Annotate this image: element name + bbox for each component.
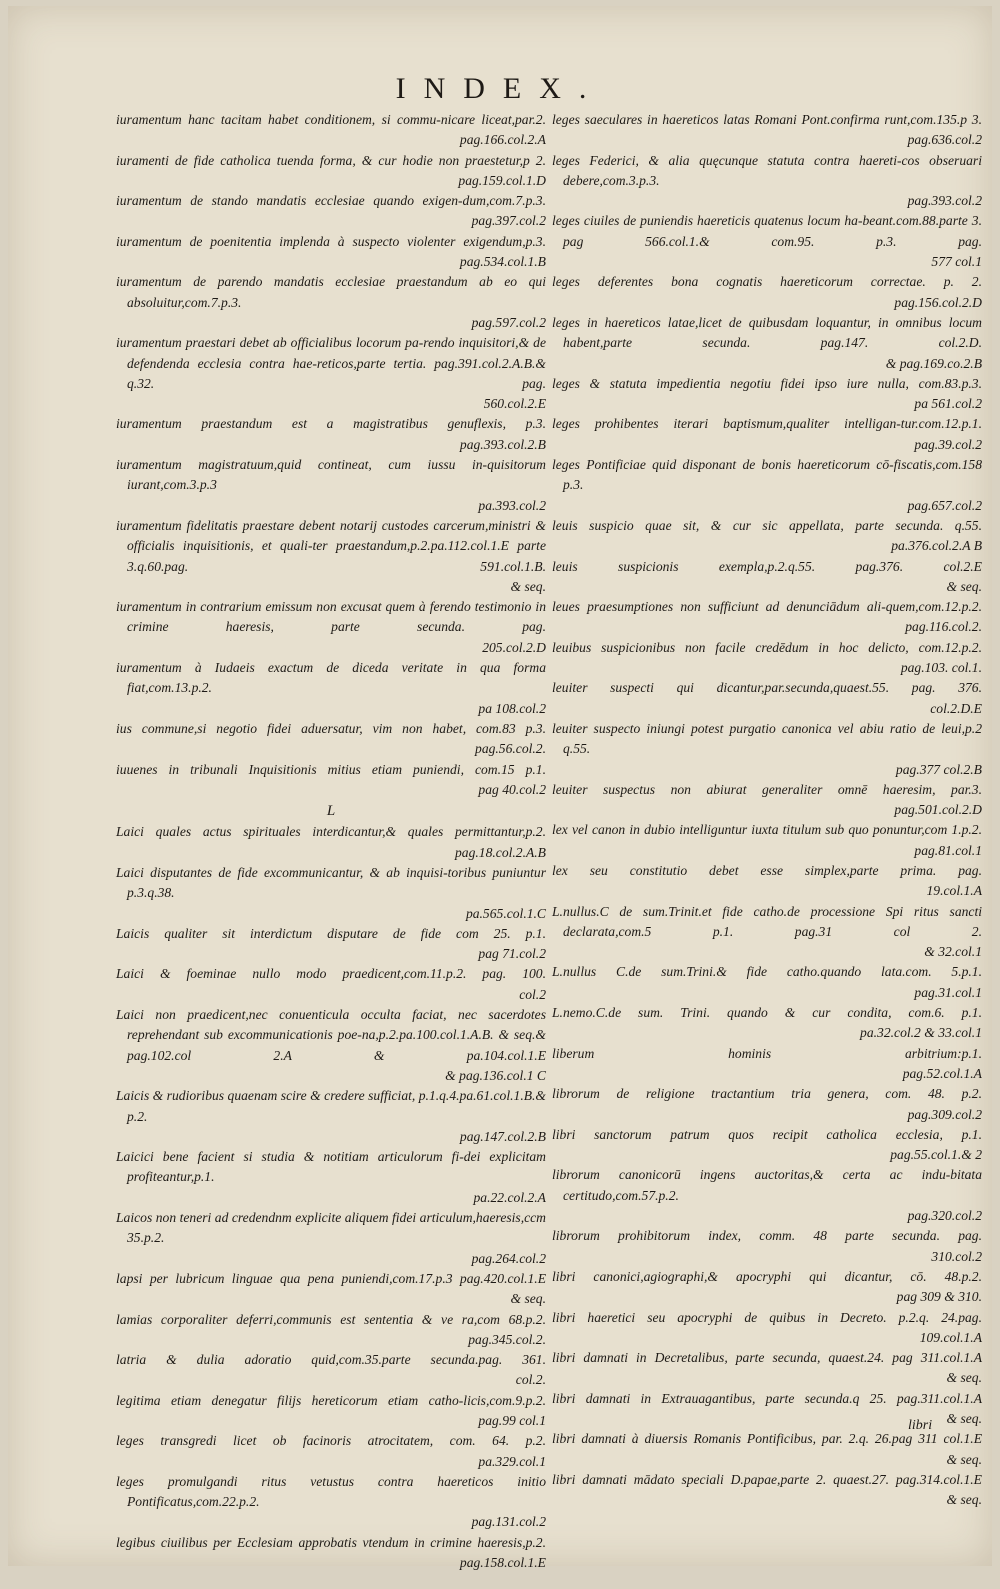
entry-text: Laici & foeminae nullo modo praedicent,com.11.p.2. pag. 100.: [116, 966, 546, 982]
index-entry: [116, 333, 546, 414]
entry-text: L.nullus.C de sum.Trinit.et fide catho.de processione Spi ritus sancti declarata,com.5 p.1. pag.31 col 2.: [552, 903, 982, 939]
entry-text: legitima etiam denegatur filijs hereticorum etiam catho-licis,com.9.p.2.: [116, 1392, 546, 1408]
entry-text: lex vel canon in dubio intelliguntur iuxta titulum sub quo ponuntur,com 1.p.2.: [552, 822, 982, 838]
entry-reference: 205.col.2.D: [482, 639, 546, 655]
index-entry: [552, 1267, 982, 1308]
entry-reference: pag.156.col.2.D: [894, 294, 982, 310]
entry-reference: pag.397.col.2: [471, 213, 546, 229]
entry-text: libri damnati mādato speciali D.papae,parte 2. quaest.27. pag.314.col.1.E: [552, 1471, 982, 1487]
entry-text: librorum canonicorū ingens auctoritas,& certa ac indu-bitata certitudo,com.57.p.2.: [552, 1167, 982, 1203]
entry-reference: pag 40.col.2: [478, 781, 546, 797]
entry-reference: col.2.: [515, 1372, 546, 1388]
entry-reference: pa 108.col.2: [478, 700, 546, 716]
entry-reference: 310.col.2: [931, 1248, 982, 1264]
index-entry: [116, 232, 546, 273]
section-letter: L: [326, 803, 336, 820]
entry-text: librorum prohibitorum index, comm. 48 parte secunda. pag.: [552, 1228, 982, 1244]
left-column: [116, 110, 546, 1573]
entry-text: leuibus suspicionibus non facile credēdum in hoc delicto, com.12.p.2.: [552, 639, 982, 655]
entry-text: iuramentum hanc tacitam habet conditionem, si commu-nicare liceat,par.2.: [116, 112, 546, 127]
entry-reference: pa.393.col.2: [478, 497, 546, 513]
entry-reference: pa.22.col.2.A: [473, 1189, 546, 1205]
entry-text: lamias corporaliter deferri,communis est sententia & ve ra,com 68.p.2.: [116, 1311, 546, 1327]
entry-reference: pag.39.col.2: [914, 436, 982, 452]
entry-text: leges ciuiles de puniendis haereticis quatenus locum ha-beant.com.88.parte 3. pag 566.col.1.& com.95. p.3. pag.: [552, 213, 982, 249]
index-entry: [116, 863, 546, 924]
entry-reference: pag.320.col.2: [907, 1208, 982, 1224]
entry-text: Laicis & rudioribus quaenam scire & credere sufficiat, p.1.q.4.pa.61.col.1.B.& p.2.: [116, 1088, 546, 1124]
entry-reference: pag.147.col.2.B: [459, 1128, 546, 1144]
entry-text: Laicis qualiter sit interdictum disputare de fide com 25. p.1.: [116, 925, 546, 941]
index-entry: [552, 597, 982, 638]
index-entry: [552, 414, 982, 455]
entry-text: libri damnati in Extrauagantibus, parte secunda.q 25. pag.311.col.1.A: [552, 1390, 982, 1406]
entry-text: iuuenes in tribunali Inquisitionis mitius etiam puniendi, com.15 p.1.: [116, 761, 546, 777]
entry-reference: & seq.: [510, 1291, 546, 1307]
index-entry: [552, 1084, 982, 1125]
index-entry: [552, 962, 982, 1003]
entry-text: latria & dulia adoratio quid,com.35.parte secunda.pag. 361.: [116, 1352, 546, 1368]
index-entry: [116, 924, 546, 965]
index-entry: [116, 455, 546, 516]
entry-reference: pag.18.col.2.A.B: [455, 844, 546, 860]
entry-text: leges & statuta impedientia negotiu fidei ipso iure nulla, com.83.p.3.: [552, 375, 982, 391]
entry-text: leges Federici, & alia quęcunque statuta contra haereti-cos obseruari debere,com.3.p.3.: [552, 152, 982, 188]
entry-reference: pag.657.col.2: [907, 497, 982, 513]
entry-text: leges Pontificiae quid disponant de bonis haereticorum cō-fiscatis,com.158 p.3.: [552, 457, 982, 493]
entry-text: lapsi per lubricum linguae qua pena puniendi,com.17.p.3 pag.420.col.1.E: [116, 1270, 546, 1286]
entry-reference: pa.565.col.1.C: [465, 905, 546, 921]
entry-text: leuis suspicio quae sit, & cur sic appellata, parte secunda. q.55.: [552, 517, 982, 533]
entry-reference: & seq.: [946, 1411, 982, 1426]
index-entry: [552, 719, 982, 780]
entry-text: leuiter suspecti qui dicantur,par.secunda,quaest.55. pag. 376.: [552, 680, 982, 696]
entry-text: leuis suspicionis exempla,p.2.q.55. pag.376. col.2.E: [552, 558, 982, 574]
index-entry: [116, 1350, 546, 1391]
index-entry: [552, 272, 982, 313]
entry-text: liberum hominis arbitrium:p.1.: [552, 1045, 982, 1061]
entry-text: libri sanctorum patrum quos recipit catholica ecclesia, p.1.: [552, 1126, 982, 1142]
entry-text: legibus ciuilibus per Ecclesiam approbatis vtendum in crimine haeresis,p.2.: [116, 1534, 546, 1550]
entry-reference: & 32.col.1: [924, 944, 982, 960]
index-entry: [116, 760, 546, 801]
entry-text: leges transgredi licet ob facinoris atrocitatem, com. 64. p.2.: [116, 1433, 546, 1449]
entry-text: lex seu constitutio debet esse simplex,parte prima. pag.: [552, 862, 982, 878]
index-entry: [552, 516, 982, 557]
entry-reference: pag.116.col.2.: [905, 619, 982, 635]
index-entry: [116, 1533, 546, 1574]
index-entry: [116, 964, 546, 1005]
index-entry: [552, 313, 982, 374]
entry-text: iuramentum de parendo mandatis ecclesiae praestandum ab eo qui absoluitur,com.7.p.3.: [116, 274, 546, 310]
index-entry: [552, 820, 982, 861]
entry-text: iuramentum in contrarium emissum non excusat quem à ferendo testimonio in crimine haeresis, parte secunda. pag.: [116, 599, 546, 635]
entry-reference: pag.501.col.2.D: [894, 802, 982, 818]
entry-text: L.nemo.C.de sum. Trini. quando & cur condita, com.6. p.1.: [552, 1005, 982, 1021]
entry-text: leges in haereticos latae,licet de quibusdam loquantur, in omnibus locum habent,parte secunda. pag.147. col.2.D.: [552, 314, 982, 351]
index-entry: [116, 1310, 546, 1351]
entry-reference: & pag.169.co.2.B: [885, 355, 982, 371]
entry-reference: pag 309 & 310.: [896, 1289, 982, 1305]
entry-reference: 19.col.1.A: [926, 883, 982, 899]
index-entry: [552, 1125, 982, 1166]
right-column: [552, 110, 982, 1510]
entry-reference: pag.264.col.2: [471, 1250, 546, 1266]
index-entry: [552, 1044, 982, 1085]
entry-reference: pag.99 col.1: [478, 1413, 546, 1428]
index-entry: [116, 1391, 546, 1432]
index-entry: [116, 822, 546, 863]
entry-text: iuramentum à Iudaeis exactum de diceda veritate in qua forma fiat,com.13.p.2.: [116, 660, 546, 696]
entry-text: leges saeculares in haereticos latas Romani Pont.confirma runt,com.135.p 3.: [552, 112, 982, 127]
index-entry: [116, 151, 546, 192]
index-page: [8, 6, 992, 1571]
entry-reference: pag.31.col.1: [914, 984, 982, 1000]
entry-text: iuramentum praestandum est a magistratibus genuflexis, p.3.: [116, 416, 546, 432]
entry-reference: pa.376.col.2.A B: [891, 538, 982, 554]
index-entry: [552, 678, 982, 719]
entry-reference: pag.131.col.2: [471, 1514, 546, 1530]
index-entry: [552, 1470, 982, 1511]
index-entry: [116, 1431, 546, 1472]
index-entry: [552, 455, 982, 516]
entry-reference: col.2.D.E: [930, 700, 982, 716]
entry-reference: pag.52.col.1.A: [902, 1065, 982, 1081]
entry-reference: pag.55.col.1.& 2: [890, 1147, 982, 1163]
index-entry: [116, 516, 546, 597]
entry-reference: & seq.: [946, 1370, 982, 1386]
entry-reference: pag.158.col.1.E: [459, 1555, 546, 1571]
entry-reference: 577 col.1: [931, 254, 982, 270]
entry-text: iuramenti de fide catholica tuenda forma, & cur hodie non praestetur,p 2.: [116, 152, 546, 168]
entry-reference: pag.159.col.1.D: [458, 172, 546, 188]
entry-text: Laici quales actus spirituales interdicantur,& quales permittantur,p.2.: [116, 824, 546, 840]
entry-text: leges promulgandi ritus vetustus contra haereticos initio Pontificatus,com.22.p.2.: [116, 1473, 546, 1510]
entry-reference: pag.597.col.2: [471, 314, 546, 330]
entry-reference: pag.103. col.1.: [900, 660, 982, 676]
entry-reference: pag.636.col.2: [907, 132, 982, 148]
entry-reference: & pag.136.col.1 C: [445, 1067, 546, 1083]
entry-reference: pag.309.col.2: [907, 1106, 982, 1122]
index-entry: [552, 151, 982, 212]
entry-text: iuramentum praestari debet ab officialibus locorum pa-rendo inquisitori,& de defendenda ecclesia contra hae-reticos,parte tertia. pag.391.col.2.A.B.& q.32. pag.: [116, 335, 546, 391]
entry-reference: pag.393.col.2: [907, 193, 982, 209]
index-entry: [552, 1226, 982, 1267]
index-entry: [552, 861, 982, 902]
entry-reference: 560.col.2.E: [483, 396, 546, 412]
entry-reference: & seq.: [946, 1451, 982, 1467]
entry-reference: pag 71.col.2: [478, 946, 546, 962]
entry-text: ius commune,si negotio fidei aduersatur, vim non habet, com.83 p.3.: [116, 720, 546, 736]
index-entry: [552, 211, 982, 272]
entry-text: libri haeretici seu apocryphi de quibus in Decreto. p.2.q. 24.pag.: [552, 1309, 982, 1325]
entry-reference: pag.56.col.2.: [475, 741, 546, 757]
entry-reference: pag.393.col.2.B: [459, 436, 546, 452]
page-title: INDEX.: [395, 72, 605, 105]
entry-text: iuramentum de stando mandatis ecclesiae quando exigen-dum,com.7.p.3.: [116, 193, 546, 209]
index-entry: [552, 902, 982, 963]
entry-text: libri canonici,agiographi,& apocryphi qui dicantur, cō. 48.p.2.: [552, 1268, 982, 1284]
index-entry: [116, 597, 546, 658]
entry-reference: pag.377 col.2.B: [895, 761, 982, 777]
index-entry: [552, 374, 982, 415]
index-entry: [116, 1208, 546, 1269]
entry-text: leuiter suspectus non abiurat generaliter omnē haeresim, par.3.: [552, 781, 982, 797]
entry-reference: & seq.: [510, 578, 546, 594]
entry-text: Laicos non teneri ad credendnm explicite aliquem fidei articulum,haeresis,ccm 35.p.2.: [116, 1210, 546, 1246]
index-entry: [116, 1005, 546, 1086]
index-entry: [116, 414, 546, 455]
entry-text: Laicici bene facient si studia & notitiam articulorum fi-dei explicitam profiteantur,p.1.: [116, 1149, 546, 1185]
index-entry: [552, 110, 982, 151]
entry-text: libri damnati à diuersis Romanis Pontificibus, par. 2.q. 26.pag 311 col.1.E: [552, 1431, 982, 1447]
entry-reference: & seq.: [946, 578, 982, 594]
entry-reference: pag.166.col.2.A: [459, 132, 546, 148]
entry-text: iuramentum de poenitentia implenda à suspecto violenter exigendum,p.3.: [116, 233, 546, 249]
index-entry: [116, 191, 546, 232]
entry-reference: pag.345.col.2.: [468, 1331, 546, 1347]
index-entry: [116, 1147, 546, 1208]
index-entry: [552, 1003, 982, 1044]
entry-text: leuiter suspecto iniungi potest purgatio canonica vel abiu ratio de leui,p.2 q.55.: [552, 720, 982, 757]
index-entry: [552, 557, 982, 598]
entry-text: leues praesumptiones non sufficiunt ad denunciādum ali-quem,com.12.p.2.: [552, 599, 982, 615]
index-entry: [116, 1472, 546, 1533]
entry-text: librorum de religione tractantium tria genera, com. 48. p.2.: [552, 1086, 982, 1102]
index-entry: [116, 1086, 546, 1147]
index-entry: [552, 1348, 982, 1389]
entry-reference: col.2: [519, 986, 546, 1002]
entry-text: leges prohibentes iterari baptismum,qualiter intelligan-tur.com.12.p.1.: [552, 416, 982, 432]
entry-reference: pa.32.col.2 & 33.col.1: [860, 1025, 982, 1041]
catchword: libri: [908, 1418, 933, 1433]
entry-reference: pag.81.col.1: [914, 842, 982, 858]
entry-reference: & seq.: [946, 1492, 982, 1508]
index-entry: [116, 110, 546, 151]
index-entry: [552, 1165, 982, 1226]
entry-text: iuramentum magistratuum,quid contineat, cum iussu in-quisitorum iurant,com.3.p.3: [116, 457, 546, 493]
index-entry: [116, 1269, 546, 1310]
index-entry: [116, 719, 546, 760]
entry-text: Laici non praedicent,nec conuenticula occulta faciat, nec sacerdotes reprehendant sub excommunicationis poe-na,p.2.pa.100.col.1.A.B. & seq.& pag.102.col 2.A & pa.104.col.1.E: [116, 1007, 546, 1063]
entry-reference: 109.col.1.A: [919, 1329, 982, 1345]
index-entry: [552, 780, 982, 821]
entry-text: libri damnati in Decretalibus, parte secunda, quaest.24. pag 311.col.1.A: [552, 1350, 982, 1366]
index-entry: [116, 272, 546, 333]
index-entry: [552, 1308, 982, 1349]
entry-reference: pa.329.col.1: [478, 1453, 546, 1469]
entry-reference: pag.534.col.1.B: [459, 254, 546, 270]
entry-text: iuramentum fidelitatis praestare debent notarij custodes carcerum,ministri & officialis inquisitionis, et quali-ter praestandum,p.2.pa.112.col.1.E parte 3.q.60.pag. 591.col.1.B.: [116, 517, 546, 574]
entry-text: Laici disputantes de fide excommunicantur, & ab inquisi-toribus puniuntur p.3.q.38.: [116, 864, 546, 901]
entry-text: leges deferentes bona cognatis haereticorum correctae. p. 2.: [552, 274, 982, 290]
index-entry: [552, 1429, 982, 1470]
index-entry: [116, 658, 546, 719]
index-entry: [552, 638, 982, 679]
entry-text: L.nullus C.de sum.Trini.& fide catho.quando lata.com. 5.p.1.: [552, 964, 982, 980]
entry-reference: pa 561.col.2: [914, 396, 982, 412]
